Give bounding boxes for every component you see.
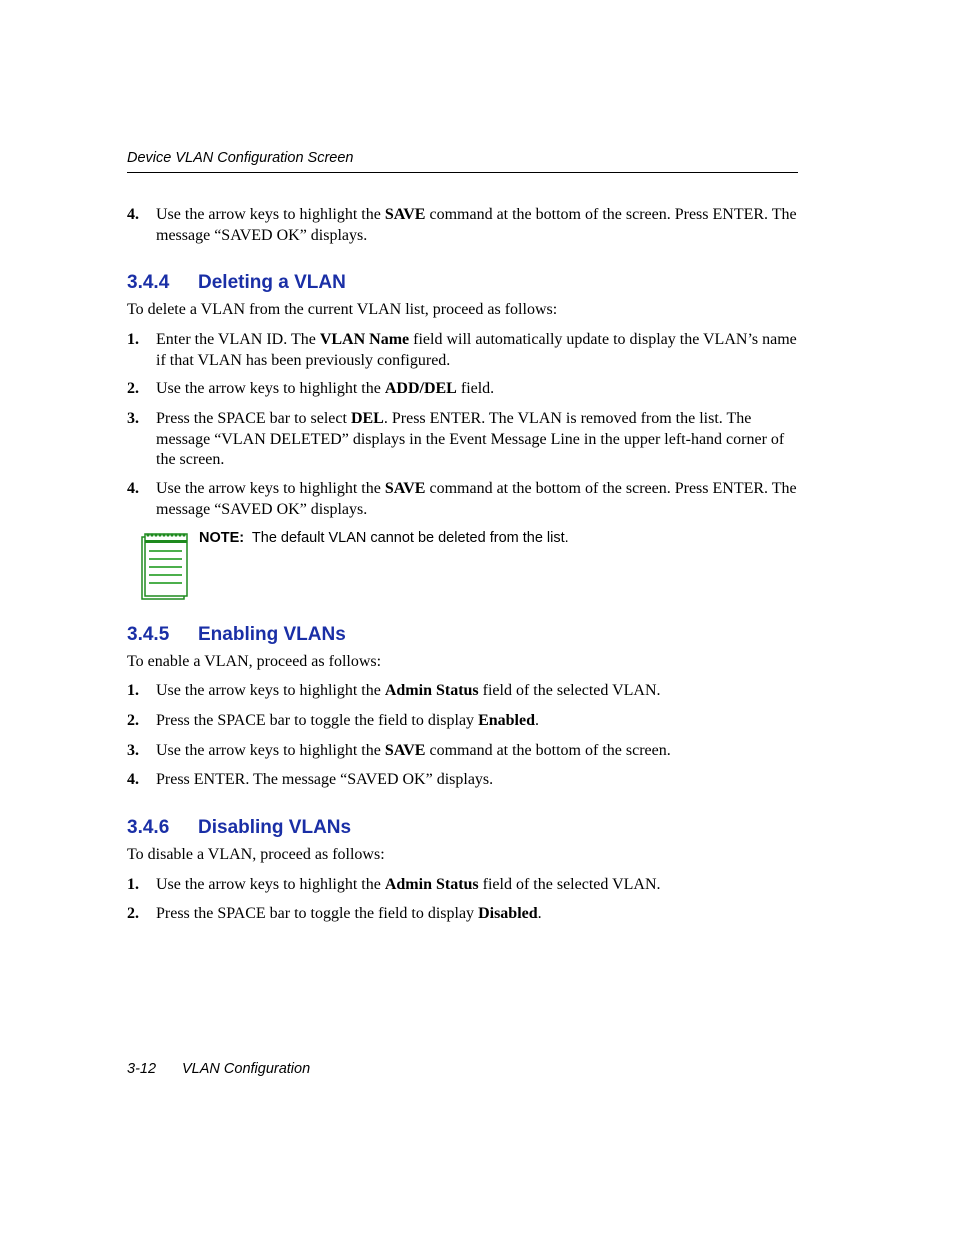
section-heading-enabling: 3.4.5 Enabling VLANs [127,624,346,645]
deleting-step-3: 3. Press the SPACE bar to select DEL. Press ENTER. The VLAN is removed from the list. The message “VLAN DELETED” displays in the Event Message Line in the upper left-hand corner of the screen. [127,410,785,468]
deleting-step-2: 2. Use the arrow keys to highlight the ADD/DEL field. [127,380,495,397]
section-heading-deleting: 3.4.4 Deleting a VLAN [127,272,346,293]
header-rule [127,172,798,173]
step-number: 4. [127,206,139,223]
page-footer [127,1061,310,1077]
note-label: NOTE: [199,530,245,546]
notepad-icon [140,531,188,600]
disabling-step-2: 2. Press the SPACE bar to toggle the field to display Disabled. [127,905,542,922]
enabling-step-2: 2. Press the SPACE bar to toggle the field to display Enabled. [127,712,539,729]
note-text: The default VLAN cannot be deleted from the list. [251,530,569,546]
note [199,530,569,546]
enabling-step-4: 4. Press ENTER. The message “SAVED OK” displays. [127,771,494,788]
section-heading-disabling: 3.4.6 Disabling VLANs [127,817,352,838]
enabling-step-1: 1. Use the arrow keys to highlight the Admin Status field of the selected VLAN. [127,682,661,699]
deleting-intro: To delete a VLAN from the current VLAN list, proceed as follows: [127,301,558,318]
intro-step-4: 4. Use the arrow keys to highlight the SAVE command at the bottom of the screen. Press ENTER. The message “SAVED OK” displays. [127,206,797,244]
enabling-intro: To enable a VLAN, proceed as follows: [127,653,382,670]
disabling-intro: To disable a VLAN, proceed as follows: [127,846,385,863]
running-header: Device VLAN Configuration Screen [127,150,354,166]
disabling-step-1: 1. Use the arrow keys to highlight the Admin Status field of the selected VLAN. [127,876,661,893]
enabling-step-3: 3. Use the arrow keys to highlight the SAVE command at the bottom of the screen. [127,742,671,759]
chapter-title: VLAN Configuration [182,1061,311,1077]
page-number: 3-12 [127,1061,157,1077]
deleting-step-1: 1. Enter the VLAN ID. The VLAN Name field will automatically update to display the VLAN’s name if that VLAN has been previously configured. [127,331,797,369]
deleting-step-4: 4. Use the arrow keys to highlight the SAVE command at the bottom of the screen. Press ENTER. The message “SAVED OK” displays. [127,480,797,518]
